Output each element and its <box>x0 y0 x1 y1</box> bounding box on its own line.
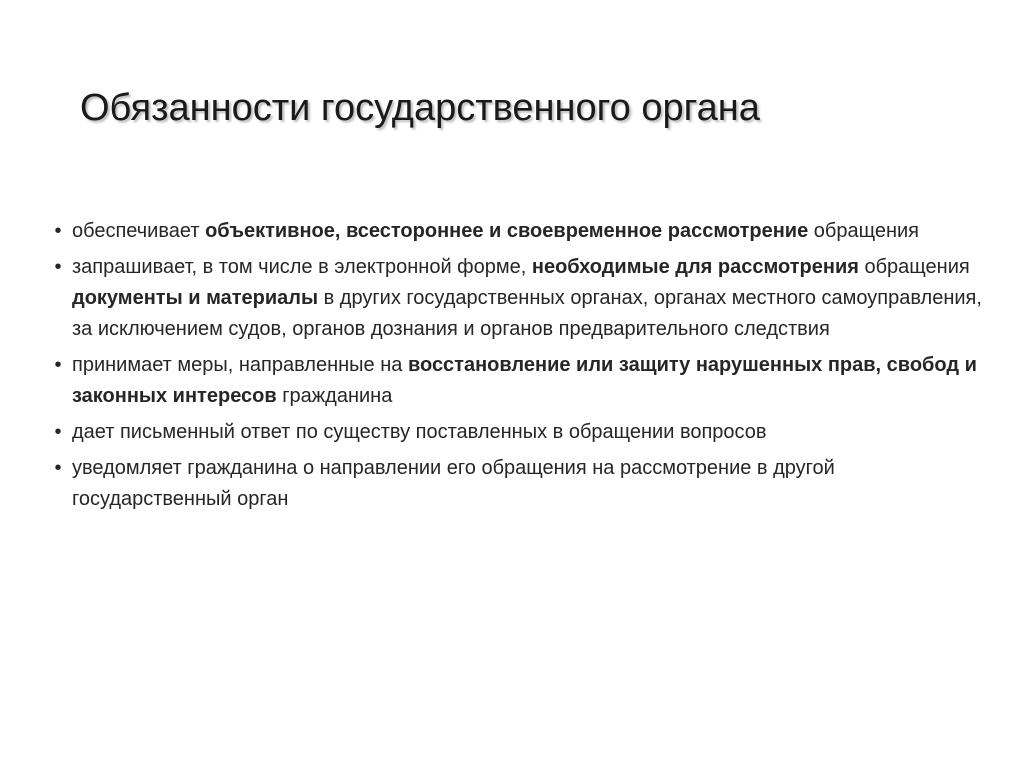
bullet-text: обращения <box>808 220 919 242</box>
bullet-text: обеспечивает <box>72 220 206 242</box>
bullet-text: гражданина <box>276 385 393 407</box>
bullet-text-bold: восстановление или защиту нарушенных прав, свобод и законных интересов <box>72 354 977 407</box>
bullet-text: в других государственных органах, органах местного самоуправления, за исключением судов, органов дознания и органов предварительного следствия <box>72 287 982 340</box>
bullet-dot-icon: • <box>54 354 62 376</box>
bullet-item <box>50 453 995 515</box>
bullet-text: обращения <box>858 256 970 278</box>
bullet-text-bold: объективное, всестороннее и своевременное рассмотрение <box>205 220 809 242</box>
bullet-item <box>50 216 995 247</box>
bullet-dot-icon: • <box>54 220 62 242</box>
bullet-dot-icon: • <box>54 256 62 278</box>
bullet-list <box>50 216 995 520</box>
bullet-dot-icon: • <box>54 457 62 479</box>
bullet-dot-icon: • <box>54 421 62 443</box>
bullet-item <box>50 417 995 448</box>
bullet-text: принимает меры, направленные на <box>72 354 408 376</box>
bullet-item <box>50 252 995 345</box>
bullet-item <box>50 350 995 412</box>
slide-title: Обязанности государственного органа <box>80 87 760 129</box>
bullet-text: уведомляет гражданина о направлении его обращения на рассмотрение в другой государственный орган <box>72 457 835 510</box>
bullet-text: дает письменный ответ по существу поставленных в обращении вопросов <box>72 421 767 443</box>
bullet-text-bold: необходимые для рассмотрения <box>531 256 859 278</box>
bullet-text: запрашивает, в том числе в электронной форме, <box>72 256 532 278</box>
bullet-text-bold: документы и материалы <box>72 287 319 309</box>
